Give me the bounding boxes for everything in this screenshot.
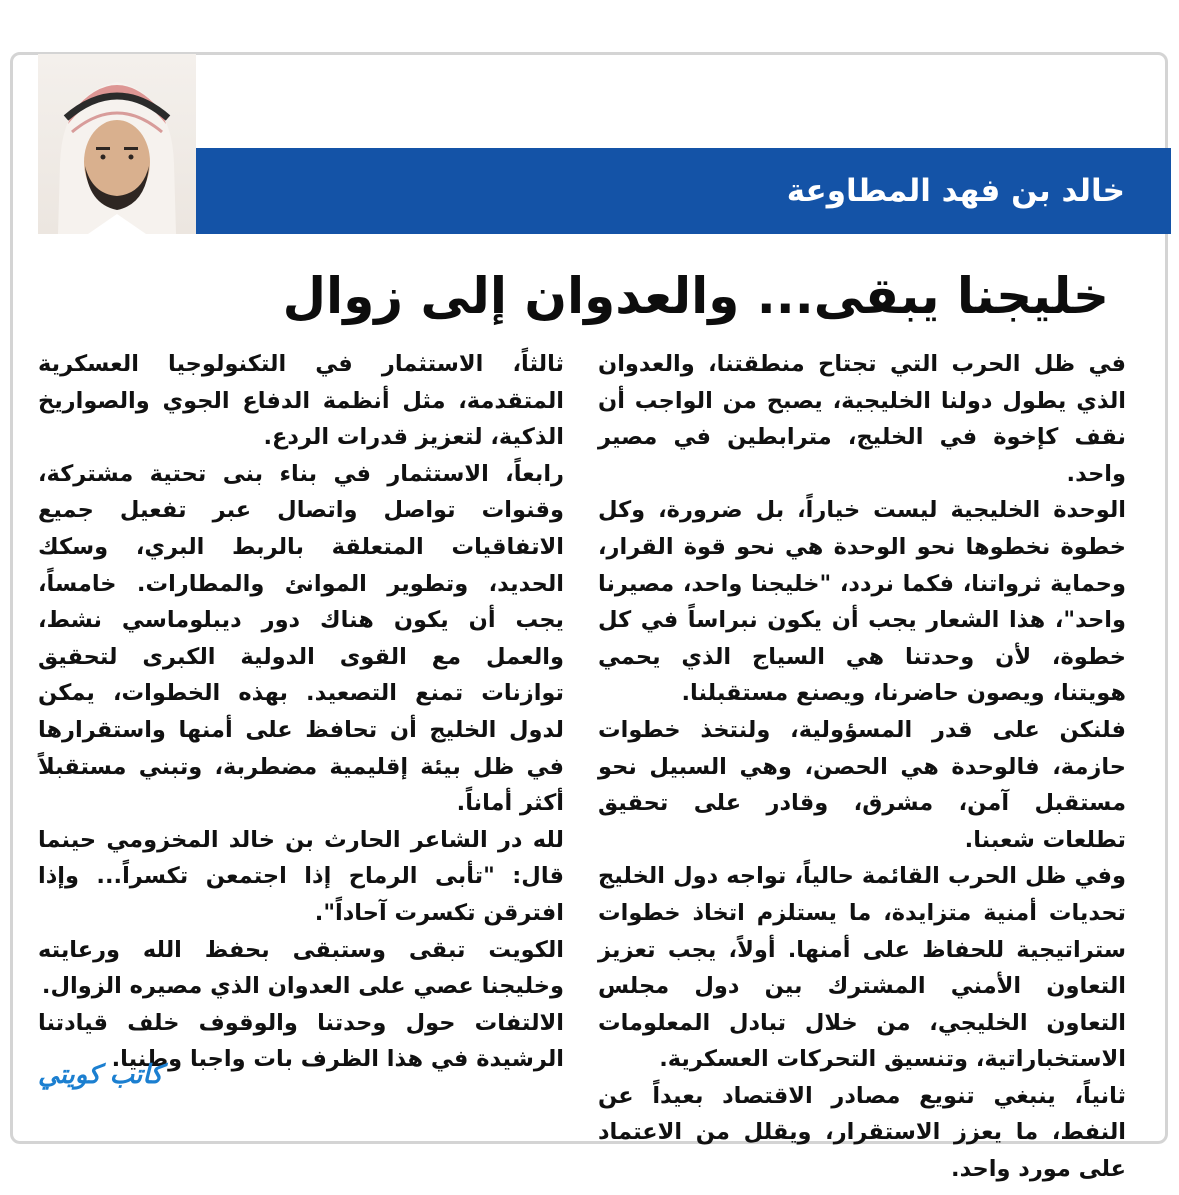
paragraph: فلنكن على قدر المسؤولية، ولنتخذ خطوات حازمة، فالوحدة هي الحصن، وهي السبيل نحو مستقبل آمن، مشرق، وقادر على تحقيق تطلعات شعبنا. bbox=[598, 716, 1126, 853]
paragraph: الكويت تبقى وستبقى بحفظ الله ورعايته وخليجنا عصي على العدوان الذي مصيره الزوال. bbox=[38, 936, 564, 1000]
paragraph: في ظل الحرب التي تجتاح منطقتنا، والعدوان الذي يطول دولنا الخليجية، يصبح من الواجب أن نقف كإخوة في الخليج، مترابطين في مصير واحد. bbox=[598, 351, 1126, 487]
article-headline: خليجنا يبقى... والعدوان إلى زوال bbox=[282, 267, 1109, 325]
article-column-right bbox=[598, 346, 1126, 1188]
paragraph: ثالثاً، الاستثمار في التكنولوجيا العسكرية المتقدمة، مثل أنظمة الدفاع الجوي والصواريخ الذكية، لتعزيز قدرات الردع. bbox=[38, 351, 564, 451]
author-photo bbox=[38, 54, 196, 234]
author-byline-tag: كاتب كويتي bbox=[38, 1060, 163, 1090]
author-name: خالد بن فهد المطاوعة bbox=[786, 173, 1125, 209]
article-column-left bbox=[38, 346, 564, 1078]
author-name-bar bbox=[196, 148, 1171, 234]
paragraph: ثانياً، ينبغي تنويع مصادر الاقتصاد بعيداً عن النفط، ما يعزز الاستقرار، ويقلل من الاعتماد على مورد واحد. bbox=[598, 1082, 1126, 1183]
paragraph: الوحدة الخليجية ليست خياراً، بل ضرورة، وكل خطوة نخطوها نحو الوحدة هي نحو قوة القرار، وحماية ثرواتنا، فكما نردد، "خليجنا واحد، مصيرنا واحد"، هذا الشعار يجب أن يكون نبراساً في كل خطوة، لأن وحدتنا هي السياج الذي يحمي هويتنا، ويصون حاضرنا، ويصنع مستقبلنا. bbox=[598, 497, 1126, 707]
paragraph: الالتفات حول وحدتنا والوقوف خلف قيادتنا الرشيدة في هذا الظرف بات واجبا وطنيا. bbox=[38, 1009, 564, 1073]
paragraph: وفي ظل الحرب القائمة حالياً، تواجه دول الخليج تحديات أمنية متزايدة، ما يستلزم اتخاذ خطوات ستراتيجية للحفاظ على أمنها. أولاً، يجب تعزيز التعاون الأمني المشترك بين دول مجلس التعاون الخليجي، من خلال تبادل المعلومات الاستخباراتية، وتنسيق التحركات العسكرية. bbox=[598, 863, 1126, 1073]
paragraph: رابعاً، الاستثمار في بناء بنى تحتية مشتركة، وقنوات تواصل واتصال عبر تفعيل جميع الاتفاقيات المتعلقة بالربط البري، وسكك الحديد، وتطوير الموانئ والمطارات. خامساً، يجب أن يكون هناك دور ديبلوماسي نشط، والعمل مع القوى الدولية الكبرى لتحقيق توازنات تمنع التصعيد. بهذه الخطوات، يمكن لدول الخليج أن تحافظ على أمنها واستقرارها في ظل بيئة إقليمية مضطربة، وتبني مستقبلاً أكثر أماناً. bbox=[38, 460, 564, 817]
author-portrait-icon bbox=[38, 54, 196, 234]
paragraph: لله در الشاعر الحارث بن خالد المخزومي حينما قال: "تأبى الرماح إذا اجتمعن تكسراً... وإذا افترقن تكسرت آحاداً". bbox=[38, 826, 564, 926]
